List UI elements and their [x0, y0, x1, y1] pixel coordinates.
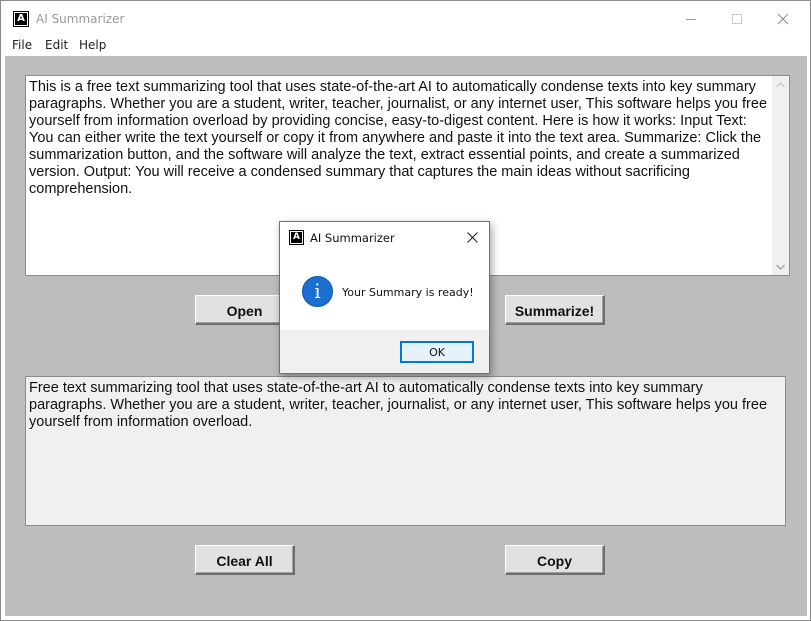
chevron-up-icon [776, 82, 785, 88]
summary-ready-dialog [279, 221, 490, 374]
summarize-button[interactable]: Summarize! [505, 295, 605, 325]
ok-button[interactable]: OK [400, 341, 474, 363]
dialog-app-icon-letter: A [291, 232, 302, 243]
maximize-button[interactable] [714, 1, 760, 37]
close-button[interactable] [760, 1, 806, 37]
scroll-up-button[interactable] [772, 76, 789, 93]
dialog-message: Your Summary is ready! [342, 286, 474, 299]
chevron-down-icon [776, 264, 785, 270]
output-text-area[interactable] [25, 376, 786, 526]
open-button[interactable]: Open [195, 295, 295, 325]
dialog-close-button[interactable] [460, 226, 484, 248]
dialog-app-icon [289, 230, 304, 245]
menu-edit[interactable]: Edit [45, 38, 69, 52]
minimize-icon [686, 19, 696, 20]
clear-all-button[interactable]: Clear All [195, 545, 295, 575]
menu-help[interactable]: Help [79, 38, 107, 52]
minimize-button[interactable] [668, 1, 714, 37]
app-icon-letter: A [15, 13, 27, 25]
close-icon [777, 13, 789, 25]
window-title: AI Summarizer [36, 12, 125, 26]
info-icon: i [302, 276, 333, 307]
scroll-down-button[interactable] [772, 258, 789, 275]
menu-file[interactable]: File [12, 38, 33, 52]
menu-bar [1, 37, 810, 55]
app-icon [13, 11, 29, 27]
dialog-title-bar[interactable] [280, 222, 489, 252]
output-text: Free text summarizing tool that uses state-of-the-art AI to automatically condense texts into key summary paragraphs. Whether you are a student, writer, teacher, journalist, or any internet user, This software helps you free yourself from information overload. [29, 380, 768, 430]
input-scrollbar[interactable] [772, 76, 789, 275]
input-text: This is a free text summarizing tool that uses state-of-the-art AI to automatically condense texts into key summary paragraphs. Whether you are a student, writer, teacher, journalist, or any internet user, This software helps you free yourself from information overload by providing concise, easy-to-digest content. Here is how it works: Input Text: You can either write the text yourself or copy it from anywhere and paste it into the text area. Summarize: Click the summarization button, and the software will analyze the text, extract essential points, and create a summarized version. Output: You will receive a condensed summary that captures the main ideas without sacrificing comprehension. [29, 79, 768, 197]
dialog-footer [280, 330, 489, 373]
title-bar[interactable] [1, 1, 810, 37]
copy-button[interactable]: Copy [505, 545, 605, 575]
maximize-icon [732, 14, 742, 24]
dialog-title: AI Summarizer [310, 231, 395, 245]
close-icon [467, 232, 478, 243]
